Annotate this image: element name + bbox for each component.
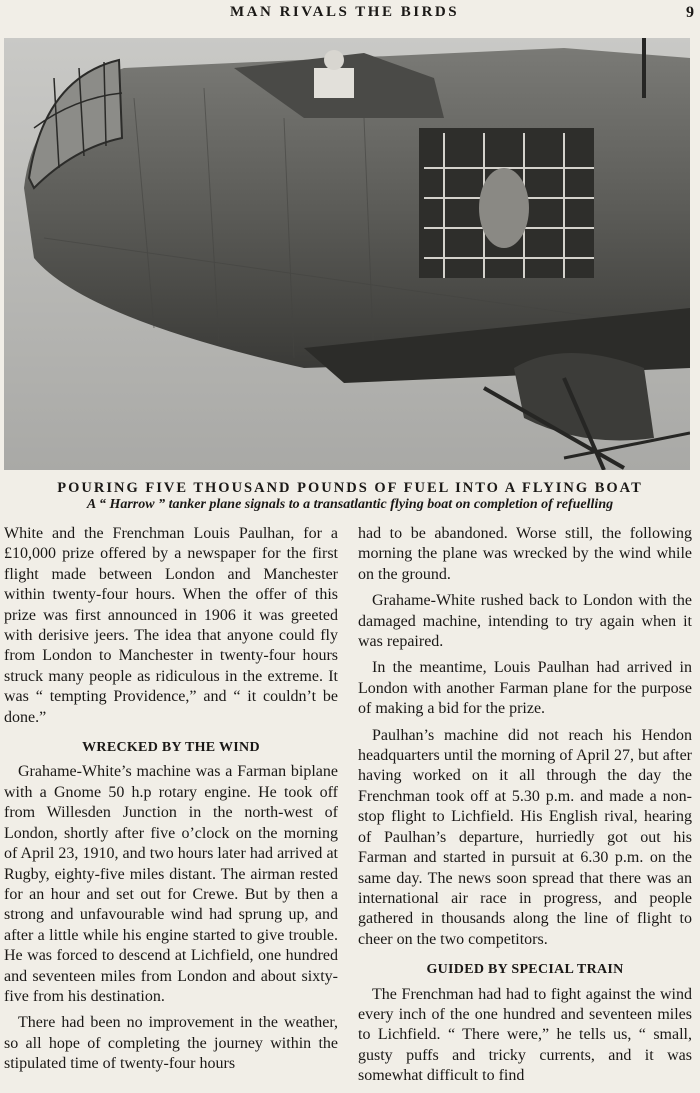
airplane-illustration xyxy=(4,38,690,470)
running-title: MAN RIVALS THE BIRDS xyxy=(230,4,460,20)
paragraph: Paulhan’s machine did not reach his Hendon headquarters until the morning of April 27, but after having worked on it all through the day the Frenchman took off at 5.30 p.m. and made a non-stop flight to Lichfield. His English rival, hearing of Paulhan’s departure, hurriedly got out his Farman and started in pursuit at 6.30 p.m. on the same day. The news soon spread that there was an international air race in progress, and people gathered in thousands along the line of flight to cheer on the two competitors. xyxy=(358,726,692,948)
paragraph: Grahame-White rushed back to London with the damaged machine, intending to try again when it was repaired. xyxy=(358,592,692,651)
caption-title: POURING FIVE THOUSAND POUNDS OF FUEL INTO A FLYING BOAT xyxy=(57,480,643,496)
paragraph: had to be abandoned. Worse still, the following morning the plane was wrecked by the wind while on the ground. xyxy=(358,525,692,583)
airplane-photo xyxy=(4,38,690,470)
section-heading: GUIDED BY SPECIAL TRAIN xyxy=(426,962,624,978)
page-number: 9 xyxy=(686,4,694,21)
running-head xyxy=(0,4,700,24)
paragraph: There had been no improvement in the weather, so all hope of completing the journey within the stipulated time of twenty-four hours xyxy=(4,1014,338,1073)
paragraph: In the meantime, Louis Paulhan had arrived in London with another Farman plane for the purpose of making a bid for the prize. xyxy=(358,659,692,718)
paragraph: White and the Frenchman Louis Paulhan, for a £10,000 prize offered by a newspaper for the first flight made between London and Manchester within twenty-four hours. When the offer of this prize was first announced in 1906 it was greeted with derisive jeers. The idea that anyone could fly from London to Manchester in twenty-four hours struck many people as ridiculous in the extreme. It was “ tempting Providence,” and “ it couldn’t be done.” xyxy=(4,525,338,726)
paragraph: Grahame-White’s machine was a Farman biplane with a Gnome 50 h.p rotary engine. He took off from Willesden Junction in the north-west of London, shortly after five o’clock on the morning of April 23, 1910, and two hours later had arrived at Rugby, eighty-five miles distant. The airman rested for an hour and set out for Crewe. But by then a strong and unfavourable wind had sprung up, and after a little while his engine started to give trouble. He was forced to descend at Lichfield, one hundred and seventeen miles from London and about sixty-five from his destination. xyxy=(4,763,338,1005)
right-column xyxy=(358,524,692,1093)
section-heading: WRECKED BY THE WIND xyxy=(82,740,260,756)
left-column xyxy=(4,524,338,1081)
paragraph: The Frenchman had had to fight against the wind every inch of the one hundred and seventeen miles to Lichfield. “ There were,” he tells us, “ small, gusty puffs and tricky currents, and it was somewhat difficult to find xyxy=(358,985,692,1085)
caption-subtitle: A “ Harrow ” tanker plane signals to a transatlantic flying boat on completion of refuelling xyxy=(86,497,614,512)
